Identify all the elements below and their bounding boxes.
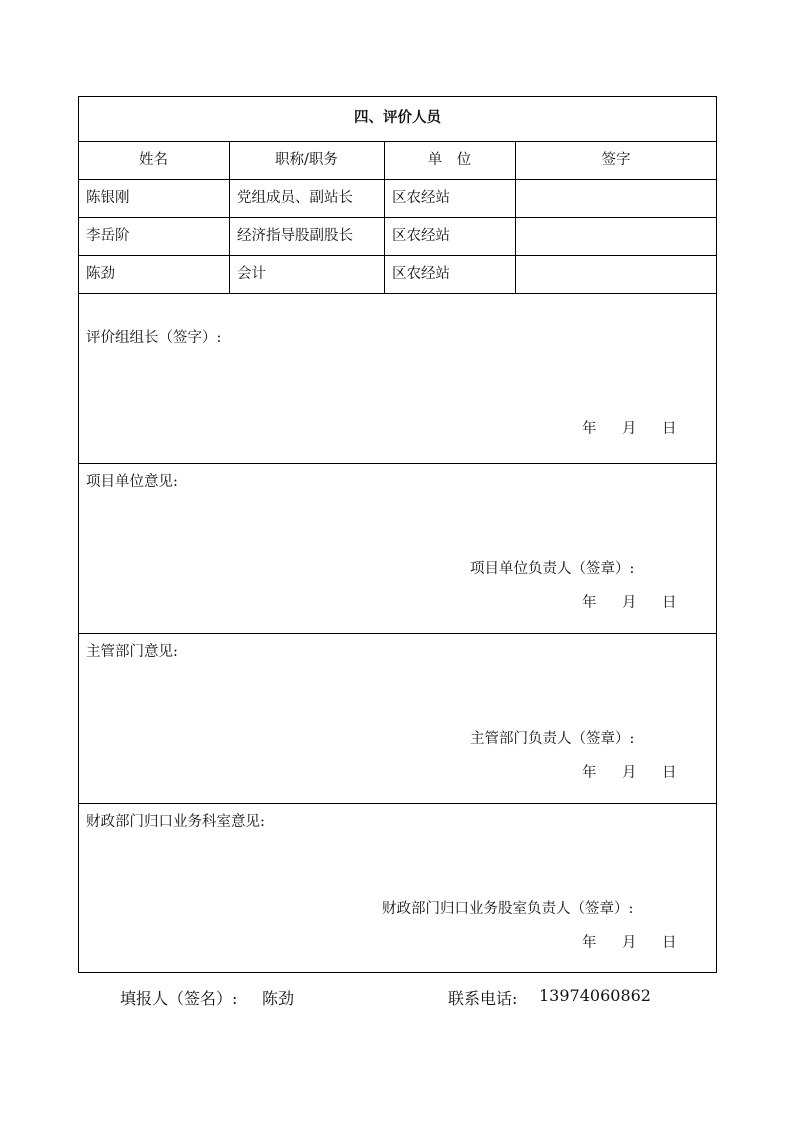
header-unit: 单 位	[427, 152, 472, 168]
rule-row2-bottom	[78, 255, 717, 256]
header-title-position: 职称/职务	[275, 152, 338, 168]
rule-row1-bottom	[78, 217, 717, 218]
month-label: 月	[622, 595, 637, 611]
row1-signature[interactable]	[523, 191, 709, 209]
month-label: 月	[622, 765, 637, 781]
filler-name: 陈劲	[262, 989, 295, 1008]
finance-opinion-label: 财政部门归口业务科室意见:	[86, 814, 265, 830]
rule-leader-bottom	[78, 463, 717, 464]
row2-title: 经济指导股副股长	[237, 228, 353, 244]
year-label: 年	[582, 935, 597, 951]
row2-name: 李岳阶	[86, 228, 130, 244]
header-signature: 签字	[601, 152, 631, 168]
rule-supervisor-bottom	[78, 803, 717, 804]
day-label: 日	[662, 421, 677, 437]
header-name: 姓名	[139, 152, 168, 168]
supervisor-opinion-label: 主管部门意见:	[86, 644, 178, 660]
project-unit-opinion-label: 项目单位意见:	[86, 474, 178, 490]
year-label: 年	[582, 765, 597, 781]
day-label: 日	[662, 595, 677, 611]
leader-signature-label: 评价组组长（签字）:	[86, 330, 222, 346]
month-label: 月	[622, 421, 637, 437]
month-label: 月	[622, 935, 637, 951]
phone-label: 联系电话:	[448, 989, 518, 1008]
row1-name: 陈银刚	[86, 190, 130, 206]
filler-label: 填报人（签名）:	[120, 989, 238, 1008]
section-title: 四、评价人员	[354, 110, 441, 126]
year-label: 年	[582, 421, 597, 437]
rule-project-bottom	[78, 633, 717, 634]
row2-unit: 区农经站	[392, 228, 450, 244]
day-label: 日	[662, 765, 677, 781]
finance-sign-label: 财政部门归口业务股室负责人（签章）:	[382, 901, 634, 917]
phone-value: 13974060862	[539, 986, 651, 1005]
rule-row3-bottom	[78, 293, 717, 294]
rule-header-bottom	[78, 179, 717, 180]
row3-title: 会计	[237, 266, 266, 282]
year-label: 年	[582, 595, 597, 611]
row2-signature[interactable]	[523, 229, 709, 247]
day-label: 日	[662, 935, 677, 951]
supervisor-sign-label: 主管部门负责人（签章）:	[470, 731, 635, 747]
project-unit-sign-label: 项目单位负责人（签章）:	[470, 561, 635, 577]
row3-name: 陈劲	[86, 266, 115, 282]
row1-title: 党组成员、副站长	[237, 190, 353, 206]
row3-signature[interactable]	[523, 267, 709, 285]
row1-unit: 区农经站	[392, 190, 450, 206]
rule-title-bottom	[78, 141, 717, 142]
row3-unit: 区农经站	[392, 266, 450, 282]
